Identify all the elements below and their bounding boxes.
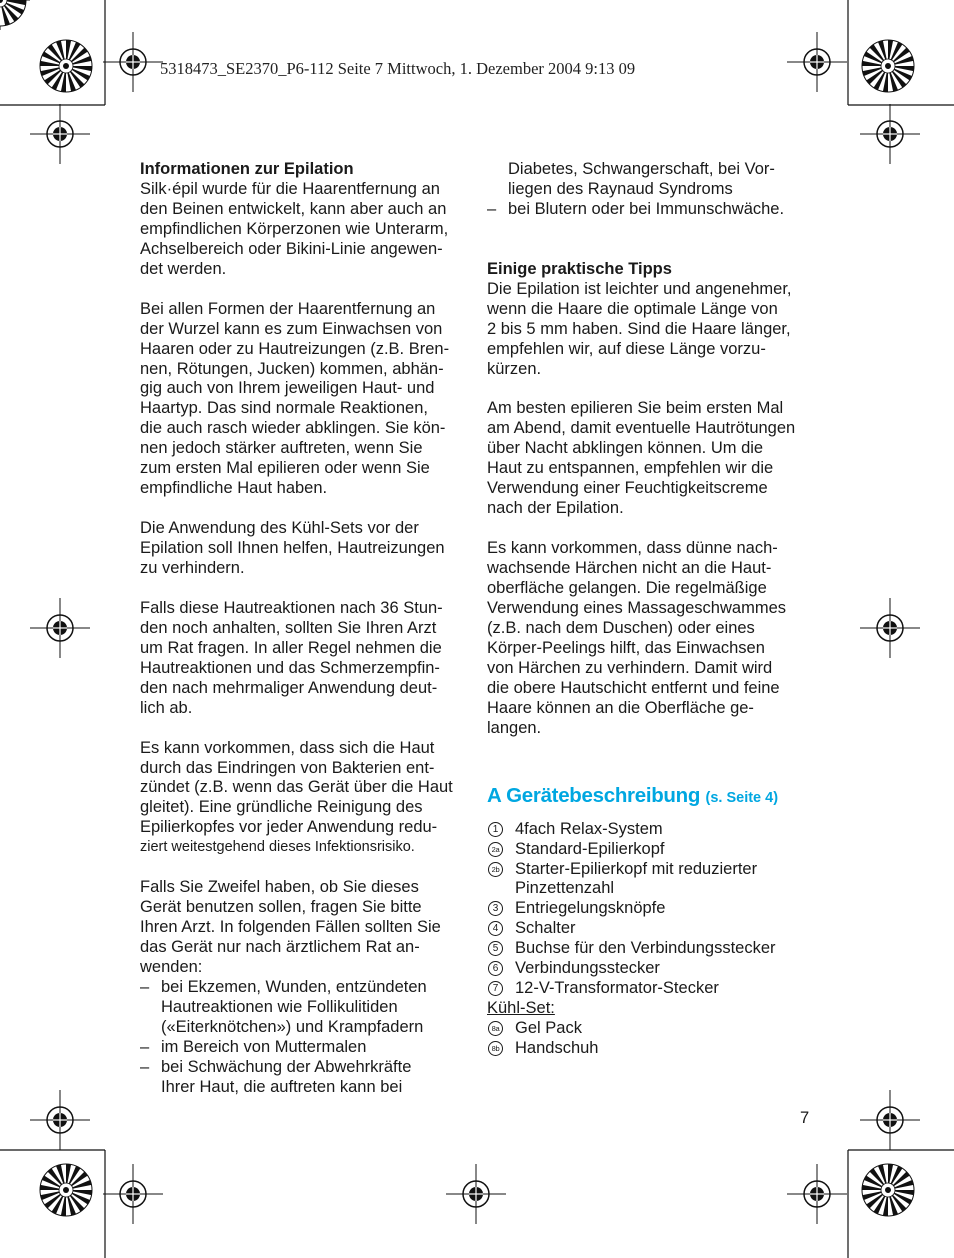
list-item: – bei Schwächung der Abwehrkräfte Ihrer Haut, die auftreten kann bei — [140, 1057, 412, 1096]
paragraph: Falls diese Hautreaktionen nach 36 Stun- den noch anhalten, sollten Sie Ihren Arzt um Rat fragen. In aller Regel nehmen die Hautreaktionen und das Schmerzempfin- den nach mehrmaliger Anwendung deut- lich ab. — [140, 598, 443, 717]
circled-number-icon: 2b — [488, 862, 503, 877]
section-title-device-description: A Gerätebeschreibung (s. Seite 4) — [487, 783, 779, 807]
paragraph: Silk·épil wurde für die Haarentfernung an den Beinen entwickelt, kann aber auch an empfindlichen Körperzonen wie Unterarm, Achselbereich oder Bikini-Linie angewen- det werden. — [140, 179, 449, 278]
circled-number-icon: 7 — [488, 981, 503, 996]
left-column — [140, 160, 470, 1098]
list-item-continued: Diabetes, Schwangerschaft, bei Vor- liegen des Raynaud Syndroms — [508, 160, 775, 198]
paragraph: Falls Sie Zweifel haben, ob Sie dieses Gerät benutzen sollen, fragen Sie bitte Ihren Arzt. In folgenden Fällen sollten Sie das Gerät nur nach ärztlichem Rat an- wenden: — [140, 878, 441, 977]
bullet-dash: – — [487, 199, 497, 218]
page-number: 7 — [800, 1109, 810, 1127]
list-item: – bei Blutern oder bei Immunschwäche. — [487, 199, 785, 218]
heading-epilation-info: Informationen zur Epilation — [140, 160, 354, 178]
list-item: 5 Buchse für den Verbindungsstecker — [487, 939, 817, 959]
page-reference: (s. Seite 4) — [705, 789, 779, 806]
list-item: 7 12-V-Transformator-Stecker — [487, 979, 817, 999]
circled-number-icon: 1 — [488, 822, 503, 837]
circled-number-icon: 2a — [488, 842, 503, 857]
circled-number-icon: 3 — [488, 901, 503, 916]
right-column — [487, 160, 817, 1059]
print-slug-line: 5318473_SE2370_P6-112 Seite 7 Mittwoch, 1. Dezember 2004 9:13 09 — [160, 59, 636, 78]
parts-list — [487, 820, 817, 1000]
paragraph: Die Anwendung des Kühl-Sets vor der Epilation soll Ihnen helfen, Hautreizungen zu verhindern. — [140, 519, 445, 578]
list-item: – bei Ekzemen, Wunden, entzündeten Hautreaktionen wie Follikulitiden («Eiterknötchen») und Krampfadern — [140, 978, 427, 1036]
circled-number-icon: 4 — [488, 921, 503, 936]
list-item: 8b Handschuh — [487, 1039, 817, 1059]
list-item: 2a Standard-Epilierkopf — [487, 840, 817, 860]
heading-practical-tips: Einige praktische Tipps — [487, 259, 672, 278]
list-item: 8a Gel Pack — [487, 1019, 817, 1039]
paragraph: Bei allen Formen der Haarentfernung an der Wurzel kann es zum Einwachsen von Haaren oder zu Hautreizungen (z.B. Bren- nen, Rötungen, Jucken) kommen, abhän- gig auch von Ihrem jeweiligen Haut- und Haartyp. Das sind normale Reaktionen, die auch rasch wieder abklingen. Sie kön- nen jedoch stärker auftreten, wenn Sie zum ersten Mal epilieren oder wenn Sie empfindliche Haut haben. — [140, 299, 450, 498]
circled-number-icon: 8b — [488, 1041, 503, 1056]
list-item: 3 Entriegelungsknöpfe — [487, 899, 817, 919]
resolution-star-target — [0, 0, 26, 26]
list-item: 1 4fach Relax-System — [487, 820, 817, 840]
bullet-dash: – — [140, 1037, 150, 1056]
paragraph-last-line: ziert weitestgehend dieses Infektionsrisiko. — [140, 839, 415, 856]
list-item: – im Bereich von Muttermalen — [140, 1037, 367, 1056]
cooling-set-heading: Kühl-Set: — [487, 999, 555, 1018]
list-item: 2b Starter-Epilierkopf mit reduzierter Pinzettenzahl — [487, 860, 817, 900]
bullet-dash: – — [140, 978, 150, 996]
circled-number-icon: 6 — [488, 961, 503, 976]
paragraph: Es kann vorkommen, dass sich die Haut durch das Eindringen von Bakterien ent- zündet (z.B. wenn das Gerät über die Haut gleitet). Eine gründliche Reinigung des Epilierkopfes vor jeder Anwendung redu- — [140, 738, 453, 837]
paragraph: Die Epilation ist leichter und angenehmer, wenn die Haare die optimale Länge von 2 bis 5 mm haben. Sind die Haare länger, empfehlen wir, auf diese Länge vorzu- kürzen. — [487, 279, 792, 378]
cooling-parts-list — [487, 1019, 817, 1059]
paragraph: Es kann vorkommen, dass dünne nach- wachsende Härchen nicht an die Haut- oberfläche gelangen. Die regelmäßige Verwendung eines Massageschwammes (z.B. nach dem Duschen) oder eines Körper-Peelings hilft, das Einwachsen von Härchen zu verhindern. Damit wird die obere Hautschicht entfernt und feine Haare können an die Oberfläche ge- langen. — [487, 539, 786, 737]
list-item: 4 Schalter — [487, 919, 817, 939]
paragraph: Am besten epilieren Sie beim ersten Mal am Abend, damit eventuelle Hautrötungen über Nacht abklingen können. Um die Haut zu entspannen, empfehlen wir die Verwendung einer Feuchtigkeitscreme nach der Epilation. — [487, 399, 796, 518]
list-item: 6 Verbindungsstecker — [487, 959, 817, 979]
bullet-dash: – — [140, 1057, 150, 1076]
circled-number-icon: 5 — [488, 941, 503, 956]
circled-number-icon: 8a — [488, 1021, 503, 1036]
